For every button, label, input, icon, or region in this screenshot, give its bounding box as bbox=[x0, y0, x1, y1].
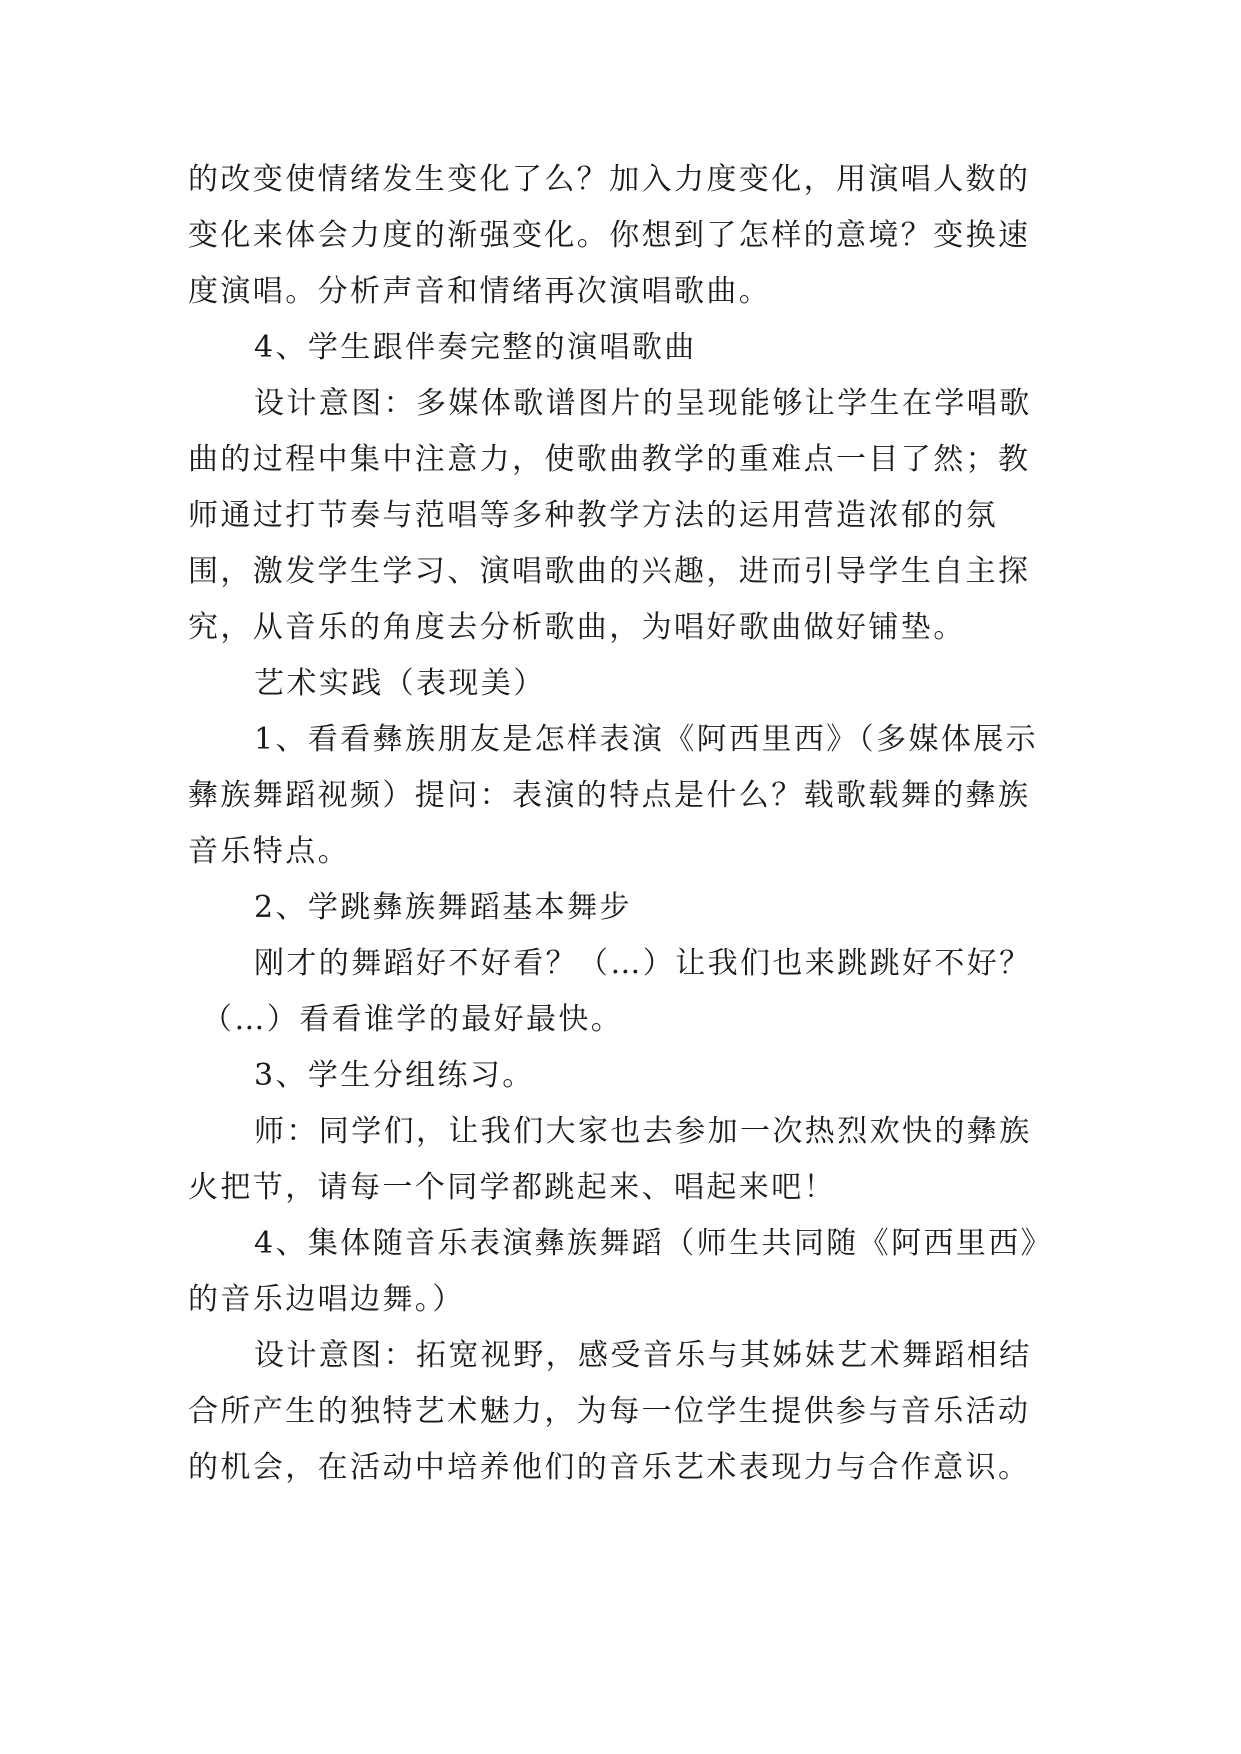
list-item-4: 4、学生跟伴奏完整的演唱歌曲 bbox=[254, 330, 697, 365]
design-intent-paragraph: 设计意图：多媒体歌谱图片的呈现能够让学生在学唱歌 bbox=[254, 386, 1032, 421]
list-item-4b: 4、集体随音乐表演彝族舞蹈（师生共同随《阿西里西》 bbox=[254, 1226, 1054, 1261]
paragraph-line: 师通过打节奏与范唱等多种教学方法的运用营造浓郁的氛 bbox=[188, 498, 998, 533]
paragraph-line: 火把节，请每一个同学都跳起来、唱起来吧！ bbox=[188, 1170, 836, 1205]
paragraph-line: 度演唱。分析声音和情绪再次演唱歌曲。 bbox=[188, 274, 772, 309]
paragraph-line: 彝族舞蹈视频）提问：表演的特点是什么？载歌载舞的彝族 bbox=[188, 778, 1031, 813]
paragraph-line: 围，激发学生学习、演唱歌曲的兴趣，进而引导学生自主探 bbox=[188, 554, 1031, 589]
paragraph-line: （…）看看谁学的最好最快。 bbox=[202, 1002, 624, 1037]
list-item-2: 2、学跳彝族舞蹈基本舞步 bbox=[254, 890, 632, 925]
teacher-dialogue: 师：同学们，让我们大家也去参加一次热烈欢快的彝族 bbox=[254, 1114, 1032, 1149]
list-item-1: 1、看看彝族朋友是怎样表演《阿西里西》（多媒体展示 bbox=[254, 722, 1039, 757]
paragraph-line: 的改变使情绪发生变化了么？加入力度变化，用演唱人数的 bbox=[188, 162, 1031, 197]
paragraph-line: 曲的过程中集中注意力，使歌曲教学的重难点一目了然；教 bbox=[188, 442, 1031, 477]
paragraph-line: 合所产生的独特艺术魅力，为每一位学生提供参与音乐活动 bbox=[188, 1394, 1031, 1429]
paragraph-line: 音乐特点。 bbox=[188, 834, 350, 869]
paragraph-line: 刚才的舞蹈好不好看？（…）让我们也来跳跳好不好？ bbox=[254, 946, 1032, 981]
list-item-3: 3、学生分组练习。 bbox=[254, 1058, 535, 1093]
paragraph-line: 的音乐边唱边舞。） bbox=[188, 1282, 465, 1317]
section-heading: 艺术实践（表现美） bbox=[254, 666, 546, 701]
paragraph-line: 究，从音乐的角度去分析歌曲，为唱好歌曲做好铺垫。 bbox=[188, 610, 966, 645]
paragraph-line: 的机会，在活动中培养他们的音乐艺术表现力与合作意识。 bbox=[188, 1450, 1031, 1485]
paragraph-line: 变化来体会力度的渐强变化。你想到了怎样的意境？变换速 bbox=[188, 218, 1031, 253]
design-intent-paragraph: 设计意图：拓宽视野，感受音乐与其姊妹艺术舞蹈相结 bbox=[254, 1338, 1032, 1373]
